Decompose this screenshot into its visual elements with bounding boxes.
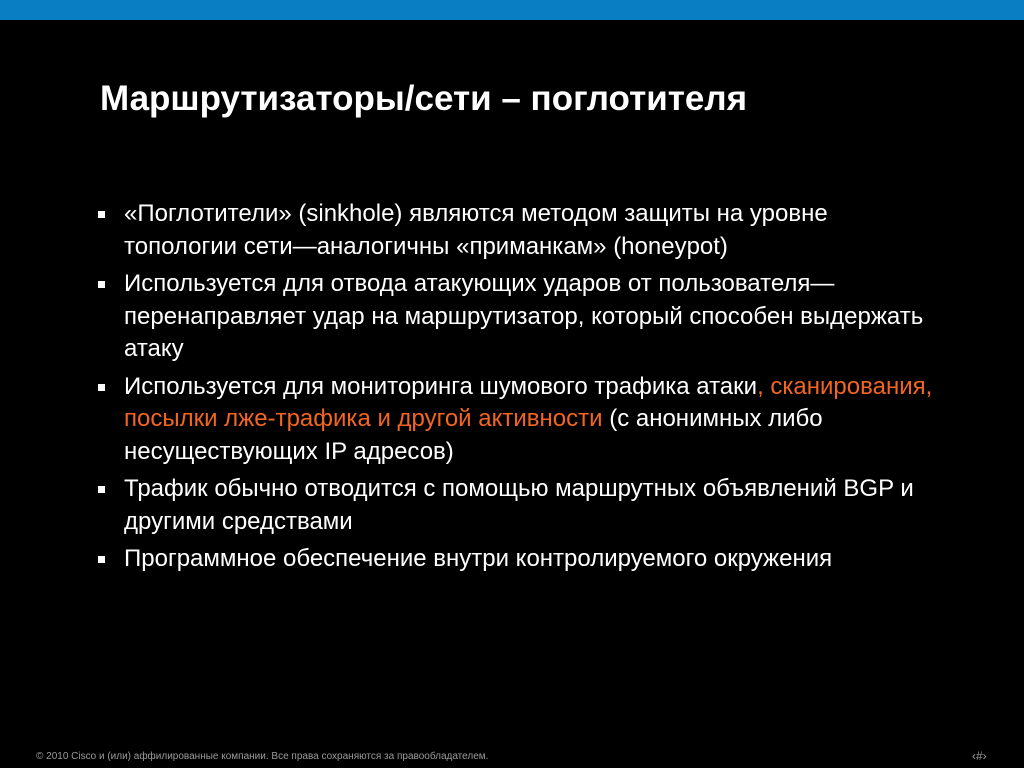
bullet-item-bgp-routing (96, 473, 936, 538)
bullet-item-sinkhole-definition (96, 198, 936, 263)
footer-copyright: © 2010 Cisco и (или) аффилированные компании. Все права сохраняются за правообладателем. (36, 751, 489, 762)
footer-page-number: ‹#› (972, 749, 987, 763)
bullet-text: Используется для отвода атакующих ударов от пользователя—перенаправляет удар на маршрутизатор, который способен выдержать атаку (124, 270, 924, 362)
bullet-text: Трафик обычно отводится с помощью маршрутных объявлений BGP и другими средствами (124, 475, 914, 535)
bullet-item-attack-diversion (96, 268, 936, 366)
top-accent-bar (0, 0, 1024, 20)
bullet-text-highlight: , сканирования, посылки лже-трафика и другой активности (124, 372, 933, 432)
square-bullet-icon (98, 384, 105, 391)
square-bullet-icon (98, 211, 105, 218)
bullet-list (96, 198, 936, 581)
square-bullet-icon (98, 556, 105, 563)
bullet-text: Программное обеспечение внутри контролируемого окружения (124, 545, 833, 572)
bullet-item-traffic-monitoring (96, 371, 936, 469)
bullet-item-software-environment (96, 543, 936, 576)
bullet-text-after: (с анонимных либо несуществующих IP адресов) (124, 405, 823, 465)
bullet-text-before: Используется для мониторинга шумового трафика атаки (124, 372, 758, 400)
square-bullet-icon (98, 486, 105, 493)
square-bullet-icon (98, 281, 105, 288)
slide-title: Маршрутизаторы/сети – поглотителя (100, 79, 747, 118)
bullet-text: «Поглотители» (sinkhole) являются методом защиты на уровне топологии сети—аналогичны «приманкам» (honeypot) (124, 200, 828, 260)
